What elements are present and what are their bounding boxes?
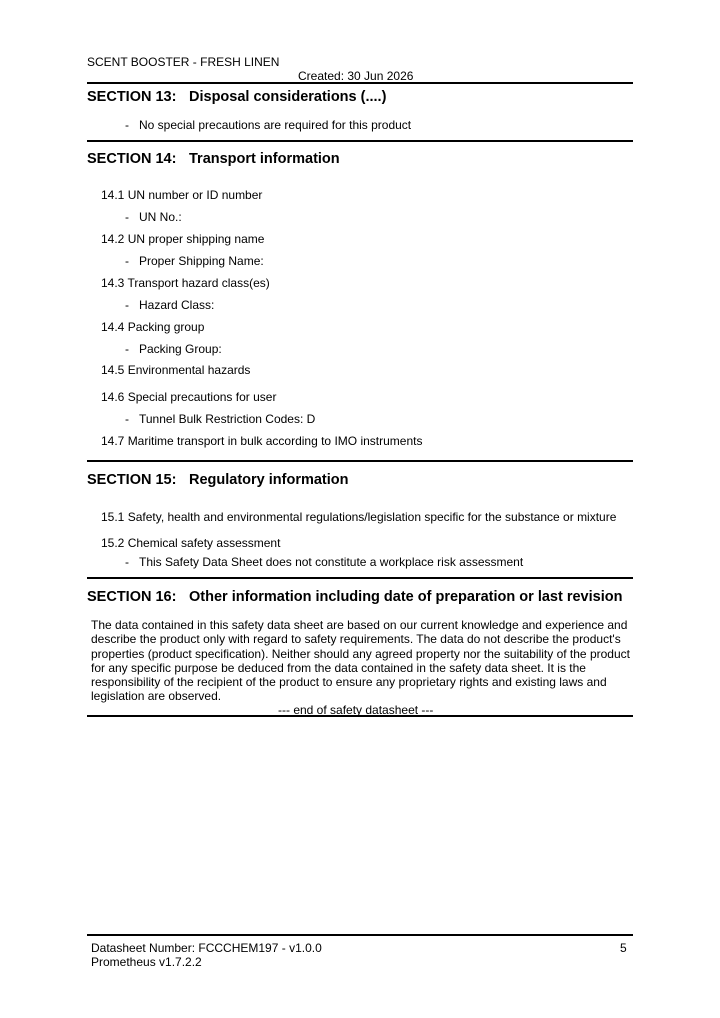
transport-item-bullet	[125, 254, 264, 268]
bullet-text: Proper Shipping Name:	[139, 254, 264, 268]
regulatory-item: 15.2 Chemical safety assessment	[101, 536, 281, 550]
section-divider	[87, 140, 633, 142]
transport-item-bullet	[125, 298, 214, 312]
disclaimer-paragraph: The data contained in this safety data sheet are based on our current knowledge and experience and describe the product only with regard to safety requirements. The data do not describe the product's properties (product specification). Neither should any agreed property nor the suitability of the product for any specific purpose be deduced from the data contained in the safety data sheet. It is the responsibility of the recipient of the product to ensure any proprietary rights and existing laws and legislation are observed.	[91, 618, 630, 704]
bullet-dash: -	[125, 298, 129, 312]
section-13-number: SECTION 13:	[87, 89, 177, 105]
transport-item-label: 14.3 Transport hazard class(es)	[101, 276, 270, 290]
section-divider	[87, 460, 633, 462]
bullet-text: Tunnel Bulk Restriction Codes: D	[139, 412, 316, 426]
transport-item-label: 14.1 UN number or ID number	[101, 188, 263, 202]
section-divider	[87, 715, 633, 717]
transport-item-bullet	[125, 342, 222, 356]
product-name: SCENT BOOSTER - FRESH LINEN	[87, 55, 280, 69]
section-16-number: SECTION 16:	[87, 589, 177, 605]
section-13-heading	[87, 88, 386, 106]
bullet-dash: -	[125, 555, 129, 569]
bullet-text: UN No.:	[139, 210, 182, 224]
section-15-title: Regulatory information	[189, 472, 349, 488]
section-14-number: SECTION 14:	[87, 151, 177, 167]
regulatory-item: 15.1 Safety, health and environmental regulations/legislation specific for the substance or mixture	[101, 510, 617, 524]
section-13-bullet	[125, 118, 411, 132]
transport-item-bullet	[125, 210, 182, 224]
header-divider	[87, 82, 633, 84]
section-divider	[87, 577, 633, 579]
transport-item-bullet	[125, 412, 315, 426]
footer-divider	[87, 934, 633, 936]
section-16-heading	[87, 588, 622, 606]
transport-item-label: 14.6 Special precautions for user	[101, 390, 277, 404]
section-15-heading	[87, 471, 349, 489]
bullet-text: Packing Group:	[139, 342, 222, 356]
transport-item-label: 14.5 Environmental hazards	[101, 363, 251, 377]
section-14-heading	[87, 150, 340, 168]
transport-item-label: 14.4 Packing group	[101, 320, 205, 334]
bullet-text: This Safety Data Sheet does not constitute a workplace risk assessment	[139, 555, 524, 569]
regulatory-bullet	[125, 555, 523, 569]
bullet-dash: -	[125, 412, 129, 426]
bullet-dash: -	[125, 342, 129, 356]
section-16-title: Other information including date of preparation or last revision	[189, 589, 623, 605]
software-version: Prometheus v1.7.2.2	[91, 955, 202, 969]
bullet-text: No special precautions are required for this product	[139, 118, 412, 132]
transport-item-label: 14.2 UN proper shipping name	[101, 232, 265, 246]
bullet-dash: -	[125, 210, 129, 224]
bullet-dash: -	[125, 254, 129, 268]
bullet-text: Hazard Class:	[139, 298, 215, 312]
transport-item-label: 14.7 Maritime transport in bulk according to IMO instruments	[101, 434, 423, 448]
page-number: 5	[620, 941, 627, 955]
section-14-title: Transport information	[189, 151, 340, 167]
created-date: Created: 30 Jun 2026	[298, 69, 414, 83]
bullet-dash: -	[125, 118, 129, 132]
datasheet-number: Datasheet Number: FCCCHEM197 - v1.0.0	[91, 941, 322, 955]
section-15-number: SECTION 15:	[87, 472, 177, 488]
end-of-datasheet-note: --- end of safety datasheet ---	[278, 703, 434, 717]
section-13-title: Disposal considerations (....)	[189, 89, 387, 105]
